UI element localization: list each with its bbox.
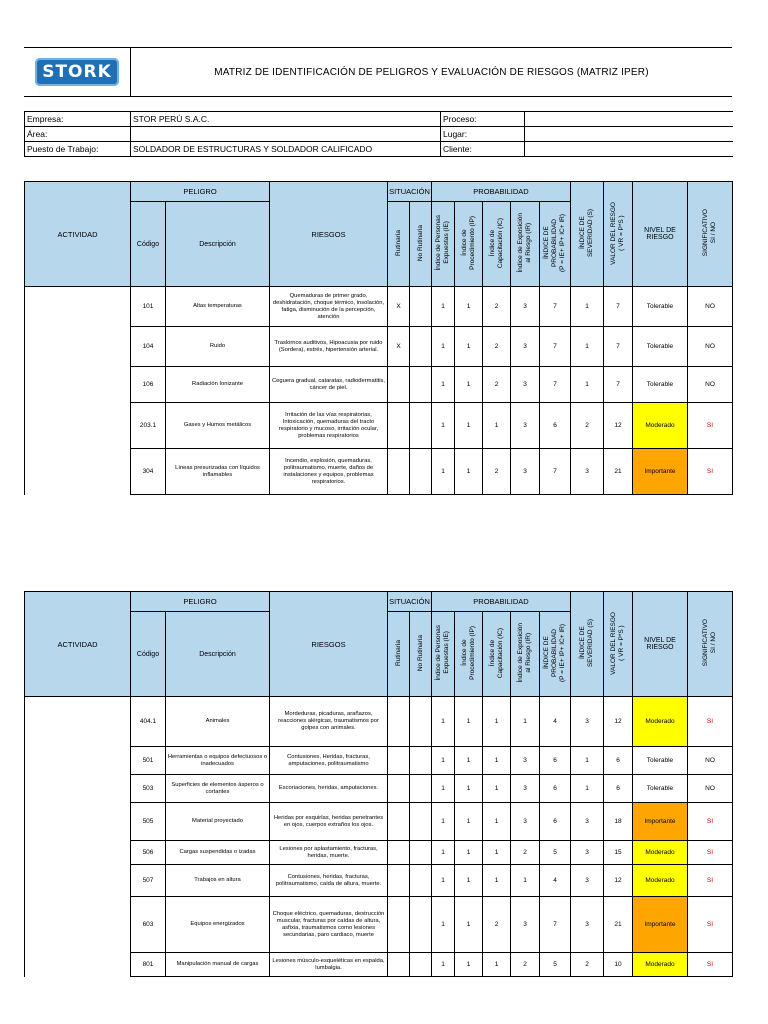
descripcion-cell: Altas temperaturas	[166, 287, 270, 327]
s-cell: 1	[571, 747, 604, 775]
rutinaria-cell	[388, 697, 410, 747]
descripcion-cell: Trabajos en altura	[166, 865, 270, 897]
s-cell: 3	[571, 803, 604, 841]
actividad-cell	[25, 287, 131, 495]
ir-cell: 2	[511, 953, 540, 977]
ip-cell: 1	[455, 953, 483, 977]
header-ie	[432, 612, 455, 697]
ie-cell: 1	[432, 697, 455, 747]
table-row	[25, 803, 733, 841]
header-no-rutinaria	[410, 202, 432, 287]
s-cell: 3	[571, 449, 604, 495]
logo-text: STORK	[42, 62, 112, 82]
header-no-rutinaria	[410, 612, 432, 697]
ie-cell: 1	[432, 327, 455, 367]
rutinaria-cell	[388, 803, 410, 841]
header-descripcion: Descripción	[166, 202, 270, 287]
significativo-cell: SI	[688, 841, 733, 865]
table-1-body	[25, 287, 733, 495]
nivel-riesgo-cell: Tolerable	[633, 287, 688, 327]
document-title-block	[24, 47, 732, 97]
risk-matrix-table-2	[24, 591, 733, 977]
significativo-cell: SI	[688, 865, 733, 897]
ie-cell: 1	[432, 953, 455, 977]
ie-cell: 1	[432, 449, 455, 495]
vr-cell: 7	[604, 367, 633, 403]
ip-cell: 1	[455, 897, 483, 953]
ic-cell: 2	[483, 367, 511, 403]
codigo-cell: 506	[131, 841, 166, 865]
table-row	[25, 697, 733, 747]
nivel-riesgo-cell: Importante	[633, 803, 688, 841]
rutinaria-cell	[388, 403, 410, 449]
significativo-cell: SI	[688, 697, 733, 747]
header-severidad-label: ÍNDICE DE SEVERIDAD (S)	[579, 618, 594, 668]
header-actividad: ACTIVIDAD	[25, 592, 131, 697]
codigo-cell: 603	[131, 897, 166, 953]
descripcion-cell: Equipos energizados	[166, 897, 270, 953]
no-rutinaria-cell	[410, 697, 432, 747]
header-significativo	[688, 592, 733, 697]
rutinaria-cell	[388, 747, 410, 775]
page-title: MATRIZ DE IDENTIFICACIÓN DE PELIGROS Y EVALUACIÓN DE RIESGOS (MATRIZ IPER)	[214, 66, 649, 78]
nivel-riesgo-cell: Moderado	[633, 953, 688, 977]
riesgos-cell: Lesiones músculo-esqueléticas en espalda, lumbalgia.	[270, 953, 388, 977]
no-rutinaria-cell	[410, 865, 432, 897]
header-no-rutinaria-label: No Rutinaria	[416, 224, 424, 262]
header-situacion: SITUACIÓN	[388, 182, 432, 202]
significativo-cell: SI	[688, 897, 733, 953]
ir-cell: 3	[511, 449, 540, 495]
ir-cell: 3	[511, 367, 540, 403]
ir-cell: 1	[511, 865, 540, 897]
area-value	[131, 127, 441, 142]
header-ir-label: Índice de Exposición al Riesgo (IR)	[517, 623, 532, 683]
header-ip	[455, 612, 483, 697]
header-peligro: PELIGRO	[131, 182, 270, 202]
riesgos-cell: Choque eléctrico, quemaduras, destrucción muscular, fracturas por caídas de altura, asfixia, traumatismos como lesiones secundarias, paro cardiaco, muerte	[270, 897, 388, 953]
significativo-cell: NO	[688, 287, 733, 327]
significativo-cell: SI	[688, 953, 733, 977]
ie-cell: 1	[432, 747, 455, 775]
header-ie	[432, 202, 455, 287]
s-cell: 1	[571, 775, 604, 803]
header-situacion: SITUACIÓN	[388, 592, 432, 612]
risk-matrix-table-1	[24, 181, 733, 495]
header-codigo: Código	[131, 612, 166, 697]
no-rutinaria-cell	[410, 747, 432, 775]
header-severidad	[571, 592, 604, 697]
ip-cell: 1	[455, 403, 483, 449]
nivel-riesgo-cell: Moderado	[633, 697, 688, 747]
no-rutinaria-cell	[410, 897, 432, 953]
header-descripcion: Descripción	[166, 612, 270, 697]
header-p	[540, 612, 571, 697]
no-rutinaria-cell	[410, 287, 432, 327]
vr-cell: 12	[604, 697, 633, 747]
riesgos-cell: Lesiones por aplastamiento, fracturas, heridas, muerte.	[270, 841, 388, 865]
significativo-cell: SI	[688, 449, 733, 495]
rutinaria-cell: X	[388, 327, 410, 367]
header-valor-riesgo	[604, 592, 633, 697]
rutinaria-cell	[388, 367, 410, 403]
descripcion-cell: Material proyectado	[166, 803, 270, 841]
ie-cell: 1	[432, 367, 455, 403]
header-ir-label: Índice de Exposición al Riesgo (IR)	[517, 213, 532, 273]
vr-cell: 18	[604, 803, 633, 841]
vr-cell: 12	[604, 403, 633, 449]
header-ic	[483, 202, 511, 287]
header-ip-label: Índice de Procedimiento (IP)	[460, 626, 476, 680]
info-table	[24, 111, 733, 157]
header-actividad: ACTIVIDAD	[25, 182, 131, 287]
codigo-cell: 503	[131, 775, 166, 803]
table-row	[25, 449, 733, 495]
vr-cell: 21	[604, 449, 633, 495]
header-probabilidad: PROBABILIDAD	[432, 592, 571, 612]
ic-cell: 1	[483, 403, 511, 449]
header-ie-label: Índice de Personas Expuestas (IE)	[435, 625, 450, 681]
rutinaria-cell: X	[388, 287, 410, 327]
p-cell: 7	[540, 367, 571, 403]
header-no-rutinaria-label: No Rutinaria	[416, 634, 424, 672]
significativo-cell: NO	[688, 327, 733, 367]
no-rutinaria-cell	[410, 403, 432, 449]
ic-cell: 2	[483, 449, 511, 495]
ie-cell: 1	[432, 403, 455, 449]
s-cell: 1	[571, 327, 604, 367]
p-cell: 6	[540, 803, 571, 841]
no-rutinaria-cell	[410, 775, 432, 803]
nivel-riesgo-cell: Tolerable	[633, 775, 688, 803]
table-row	[25, 775, 733, 803]
no-rutinaria-cell	[410, 953, 432, 977]
empresa-value: STOR PERÚ S.A.C.	[131, 112, 441, 127]
header-valor-riesgo-label: VALOR DEL RIESGO ( VR = P*S )	[610, 201, 625, 265]
riesgos-cell: Irritación de las vías respiratorias, Intoxicación, quemaduras del tracto respiratorio y mucoso, irritación ocular, problemas respiratorios	[270, 403, 388, 449]
nivel-riesgo-cell: Tolerable	[633, 747, 688, 775]
header-valor-riesgo	[604, 182, 633, 287]
ic-cell: 1	[483, 865, 511, 897]
ie-cell: 1	[432, 775, 455, 803]
riesgos-cell: Mordeduras, picaduras, arañazos, reacciones alérgicas, traumatismos por golpes con animales.	[270, 697, 388, 747]
ic-cell: 1	[483, 747, 511, 775]
puesto-value: SOLDADOR DE ESTRUCTURAS Y SOLDADOR CALIFICADO	[131, 142, 441, 157]
no-rutinaria-cell	[410, 449, 432, 495]
significativo-cell: NO	[688, 747, 733, 775]
header-significativo-label: SIGNIFICATIVO SI / NO	[702, 209, 717, 257]
ir-cell: 3	[511, 775, 540, 803]
ip-cell: 1	[455, 865, 483, 897]
ir-cell: 3	[511, 803, 540, 841]
riesgos-cell: Escoriaciones, heridas, amputaciones.	[270, 775, 388, 803]
header-ir	[511, 202, 540, 287]
no-rutinaria-cell	[410, 367, 432, 403]
area-label: Área:	[25, 127, 131, 142]
vr-cell: 6	[604, 747, 633, 775]
ir-cell: 3	[511, 897, 540, 953]
codigo-cell: 501	[131, 747, 166, 775]
no-rutinaria-cell	[410, 803, 432, 841]
header-p	[540, 202, 571, 287]
header-significativo	[688, 182, 733, 287]
table-row	[25, 865, 733, 897]
ic-cell: 2	[483, 327, 511, 367]
company-logo	[35, 58, 119, 86]
table-row	[25, 841, 733, 865]
header-nivel-riesgo: NIVEL DE RIESGO	[633, 592, 688, 697]
header-rutinaria	[388, 612, 410, 697]
nivel-riesgo-cell: Tolerable	[633, 367, 688, 403]
rutinaria-cell	[388, 775, 410, 803]
nivel-riesgo-cell: Importante	[633, 449, 688, 495]
header-severidad	[571, 182, 604, 287]
header-ic-label: Índice de Capacitación (IC)	[488, 627, 504, 679]
header-riesgos: RIESGOS	[270, 592, 388, 697]
header-codigo: Código	[131, 202, 166, 287]
rutinaria-cell	[388, 897, 410, 953]
ir-cell: 3	[511, 327, 540, 367]
ic-cell: 2	[483, 897, 511, 953]
header-p-label: ÍNDICE DE PROBABILIDAD (P = IE+ IP+ IC+ IR)	[543, 623, 566, 683]
table-row	[25, 747, 733, 775]
lugar-value	[525, 127, 733, 142]
empresa-label: Empresa:	[25, 112, 131, 127]
p-cell: 7	[540, 897, 571, 953]
p-cell: 5	[540, 841, 571, 865]
header-peligro: PELIGRO	[131, 592, 270, 612]
ic-cell: 1	[483, 697, 511, 747]
s-cell: 1	[571, 287, 604, 327]
header-rutinaria-label: Rutinaria	[394, 639, 402, 666]
riesgos-cell: Contusiones, Heridas, fracturas, amputaciones, politraumatismo	[270, 747, 388, 775]
codigo-cell: 203.1	[131, 403, 166, 449]
table-row	[25, 287, 733, 327]
codigo-cell: 106	[131, 367, 166, 403]
header-nivel-riesgo: NIVEL DE RIESGO	[633, 182, 688, 287]
codigo-cell: 801	[131, 953, 166, 977]
no-rutinaria-cell	[410, 841, 432, 865]
table-row	[25, 953, 733, 977]
riesgos-cell: Incendio, explosión, quemaduras, politraumatismo, muerte, daños de instalaciones y equipos, problemas respiratorios.	[270, 449, 388, 495]
nivel-riesgo-cell: Tolerable	[633, 327, 688, 367]
significativo-cell: SI	[688, 403, 733, 449]
puesto-label: Puesto de Trabajo:	[25, 142, 131, 157]
header-probabilidad: PROBABILIDAD	[432, 182, 571, 202]
p-cell: 6	[540, 775, 571, 803]
riesgos-cell: Ceguera gradual, cataratas, radiodermatitis, cáncer de piel.	[270, 367, 388, 403]
riesgos-cell: Heridas por esquirlas, heridas penetrantes en ojos, cuerpos extraños los ojos.	[270, 803, 388, 841]
riesgos-cell: Quemaduras de primer grado, deshidratación, choque térmico, insolación, fatiga, disminución de la percepción, atención	[270, 287, 388, 327]
codigo-cell: 101	[131, 287, 166, 327]
descripcion-cell: Cargas suspendidas o izadas	[166, 841, 270, 865]
header-severidad-label: ÍNDICE DE SEVERIDAD (S)	[579, 208, 594, 258]
header-ic-label: Índice de Capacitación (IC)	[488, 217, 504, 269]
codigo-cell: 505	[131, 803, 166, 841]
vr-cell: 7	[604, 327, 633, 367]
significativo-cell: NO	[688, 775, 733, 803]
logo-cell	[24, 48, 131, 96]
vr-cell: 21	[604, 897, 633, 953]
header-p-label: ÍNDICE DE PROBABILIDAD (P = IE+ IP+ IC+ IR)	[543, 213, 566, 273]
vr-cell: 6	[604, 775, 633, 803]
ie-cell: 1	[432, 287, 455, 327]
table-row	[25, 327, 733, 367]
header-ir	[511, 612, 540, 697]
descripcion-cell: Superficies de elementos ásperos o cortantes	[166, 775, 270, 803]
riesgos-cell: Contusiones, heridas, fracturas, politraumatismo, caída de altura, muerte.	[270, 865, 388, 897]
cliente-value	[525, 142, 733, 157]
descripcion-cell: Ruido	[166, 327, 270, 367]
descripcion-cell: Herramientas o equipos defectuosos o inadecuados	[166, 747, 270, 775]
ie-cell: 1	[432, 865, 455, 897]
ip-cell: 1	[455, 747, 483, 775]
codigo-cell: 404.1	[131, 697, 166, 747]
descripcion-cell: Animales	[166, 697, 270, 747]
descripcion-cell: Manipulación manual de cargas	[166, 953, 270, 977]
table-row	[25, 367, 733, 403]
ip-cell: 1	[455, 367, 483, 403]
ir-cell: 2	[511, 841, 540, 865]
header-ip-label: Índice de Procedimiento (IP)	[460, 216, 476, 270]
p-cell: 6	[540, 747, 571, 775]
vr-cell: 10	[604, 953, 633, 977]
vr-cell: 15	[604, 841, 633, 865]
proceso-label: Proceso:	[441, 112, 525, 127]
header-ie-label: Índice de Personas Expuestas (IE)	[435, 215, 450, 271]
actividad-cell	[25, 697, 131, 977]
descripcion-cell: Líneas presurizadas con líquidos inflamables	[166, 449, 270, 495]
ip-cell: 1	[455, 287, 483, 327]
ie-cell: 1	[432, 841, 455, 865]
vr-cell: 12	[604, 865, 633, 897]
no-rutinaria-cell	[410, 327, 432, 367]
ie-cell: 1	[432, 803, 455, 841]
significativo-cell: NO	[688, 367, 733, 403]
s-cell: 3	[571, 697, 604, 747]
ip-cell: 1	[455, 841, 483, 865]
table-row	[25, 403, 733, 449]
p-cell: 7	[540, 327, 571, 367]
rutinaria-cell	[388, 865, 410, 897]
ip-cell: 1	[455, 327, 483, 367]
ir-cell: 3	[511, 403, 540, 449]
ic-cell: 1	[483, 953, 511, 977]
vr-cell: 7	[604, 287, 633, 327]
header-rutinaria	[388, 202, 410, 287]
p-cell: 4	[540, 865, 571, 897]
p-cell: 5	[540, 953, 571, 977]
ip-cell: 1	[455, 775, 483, 803]
lugar-label: Lugar:	[441, 127, 525, 142]
codigo-cell: 304	[131, 449, 166, 495]
rutinaria-cell	[388, 449, 410, 495]
s-cell: 2	[571, 953, 604, 977]
nivel-riesgo-cell: Moderado	[633, 403, 688, 449]
nivel-riesgo-cell: Moderado	[633, 841, 688, 865]
header-significativo-label: SIGNIFICATIVO SI / NO	[702, 619, 717, 667]
ir-cell: 1	[511, 697, 540, 747]
rutinaria-cell	[388, 953, 410, 977]
s-cell: 3	[571, 897, 604, 953]
s-cell: 3	[571, 841, 604, 865]
significativo-cell: SI	[688, 803, 733, 841]
p-cell: 6	[540, 403, 571, 449]
header-ip	[455, 202, 483, 287]
ic-cell: 2	[483, 287, 511, 327]
header-riesgos: RIESGOS	[270, 182, 388, 287]
s-cell: 2	[571, 403, 604, 449]
ir-cell: 3	[511, 747, 540, 775]
p-cell: 4	[540, 697, 571, 747]
descripcion-cell: Radiación Ionizante	[166, 367, 270, 403]
codigo-cell: 507	[131, 865, 166, 897]
s-cell: 3	[571, 865, 604, 897]
header-ic	[483, 612, 511, 697]
ic-cell: 1	[483, 803, 511, 841]
ic-cell: 1	[483, 841, 511, 865]
ir-cell: 3	[511, 287, 540, 327]
table-row	[25, 897, 733, 953]
s-cell: 1	[571, 367, 604, 403]
ip-cell: 1	[455, 803, 483, 841]
rutinaria-cell	[388, 841, 410, 865]
p-cell: 7	[540, 449, 571, 495]
descripcion-cell: Gases y Humos metálicos	[166, 403, 270, 449]
proceso-value	[525, 112, 733, 127]
table-2-body	[25, 697, 733, 977]
ic-cell: 1	[483, 775, 511, 803]
header-rutinaria-label: Rutinaria	[394, 229, 402, 256]
p-cell: 7	[540, 287, 571, 327]
header-valor-riesgo-label: VALOR DEL RIESGO ( VR = P*S )	[610, 611, 625, 675]
cliente-label: Cliente:	[441, 142, 525, 157]
nivel-riesgo-cell: Importante	[633, 897, 688, 953]
codigo-cell: 104	[131, 327, 166, 367]
ip-cell: 1	[455, 449, 483, 495]
ie-cell: 1	[432, 897, 455, 953]
nivel-riesgo-cell: Moderado	[633, 865, 688, 897]
riesgos-cell: Traslornos auditivos, Hipoacusia por ruido (Sordera), estrés, hipertensión arterial.	[270, 327, 388, 367]
ip-cell: 1	[455, 697, 483, 747]
